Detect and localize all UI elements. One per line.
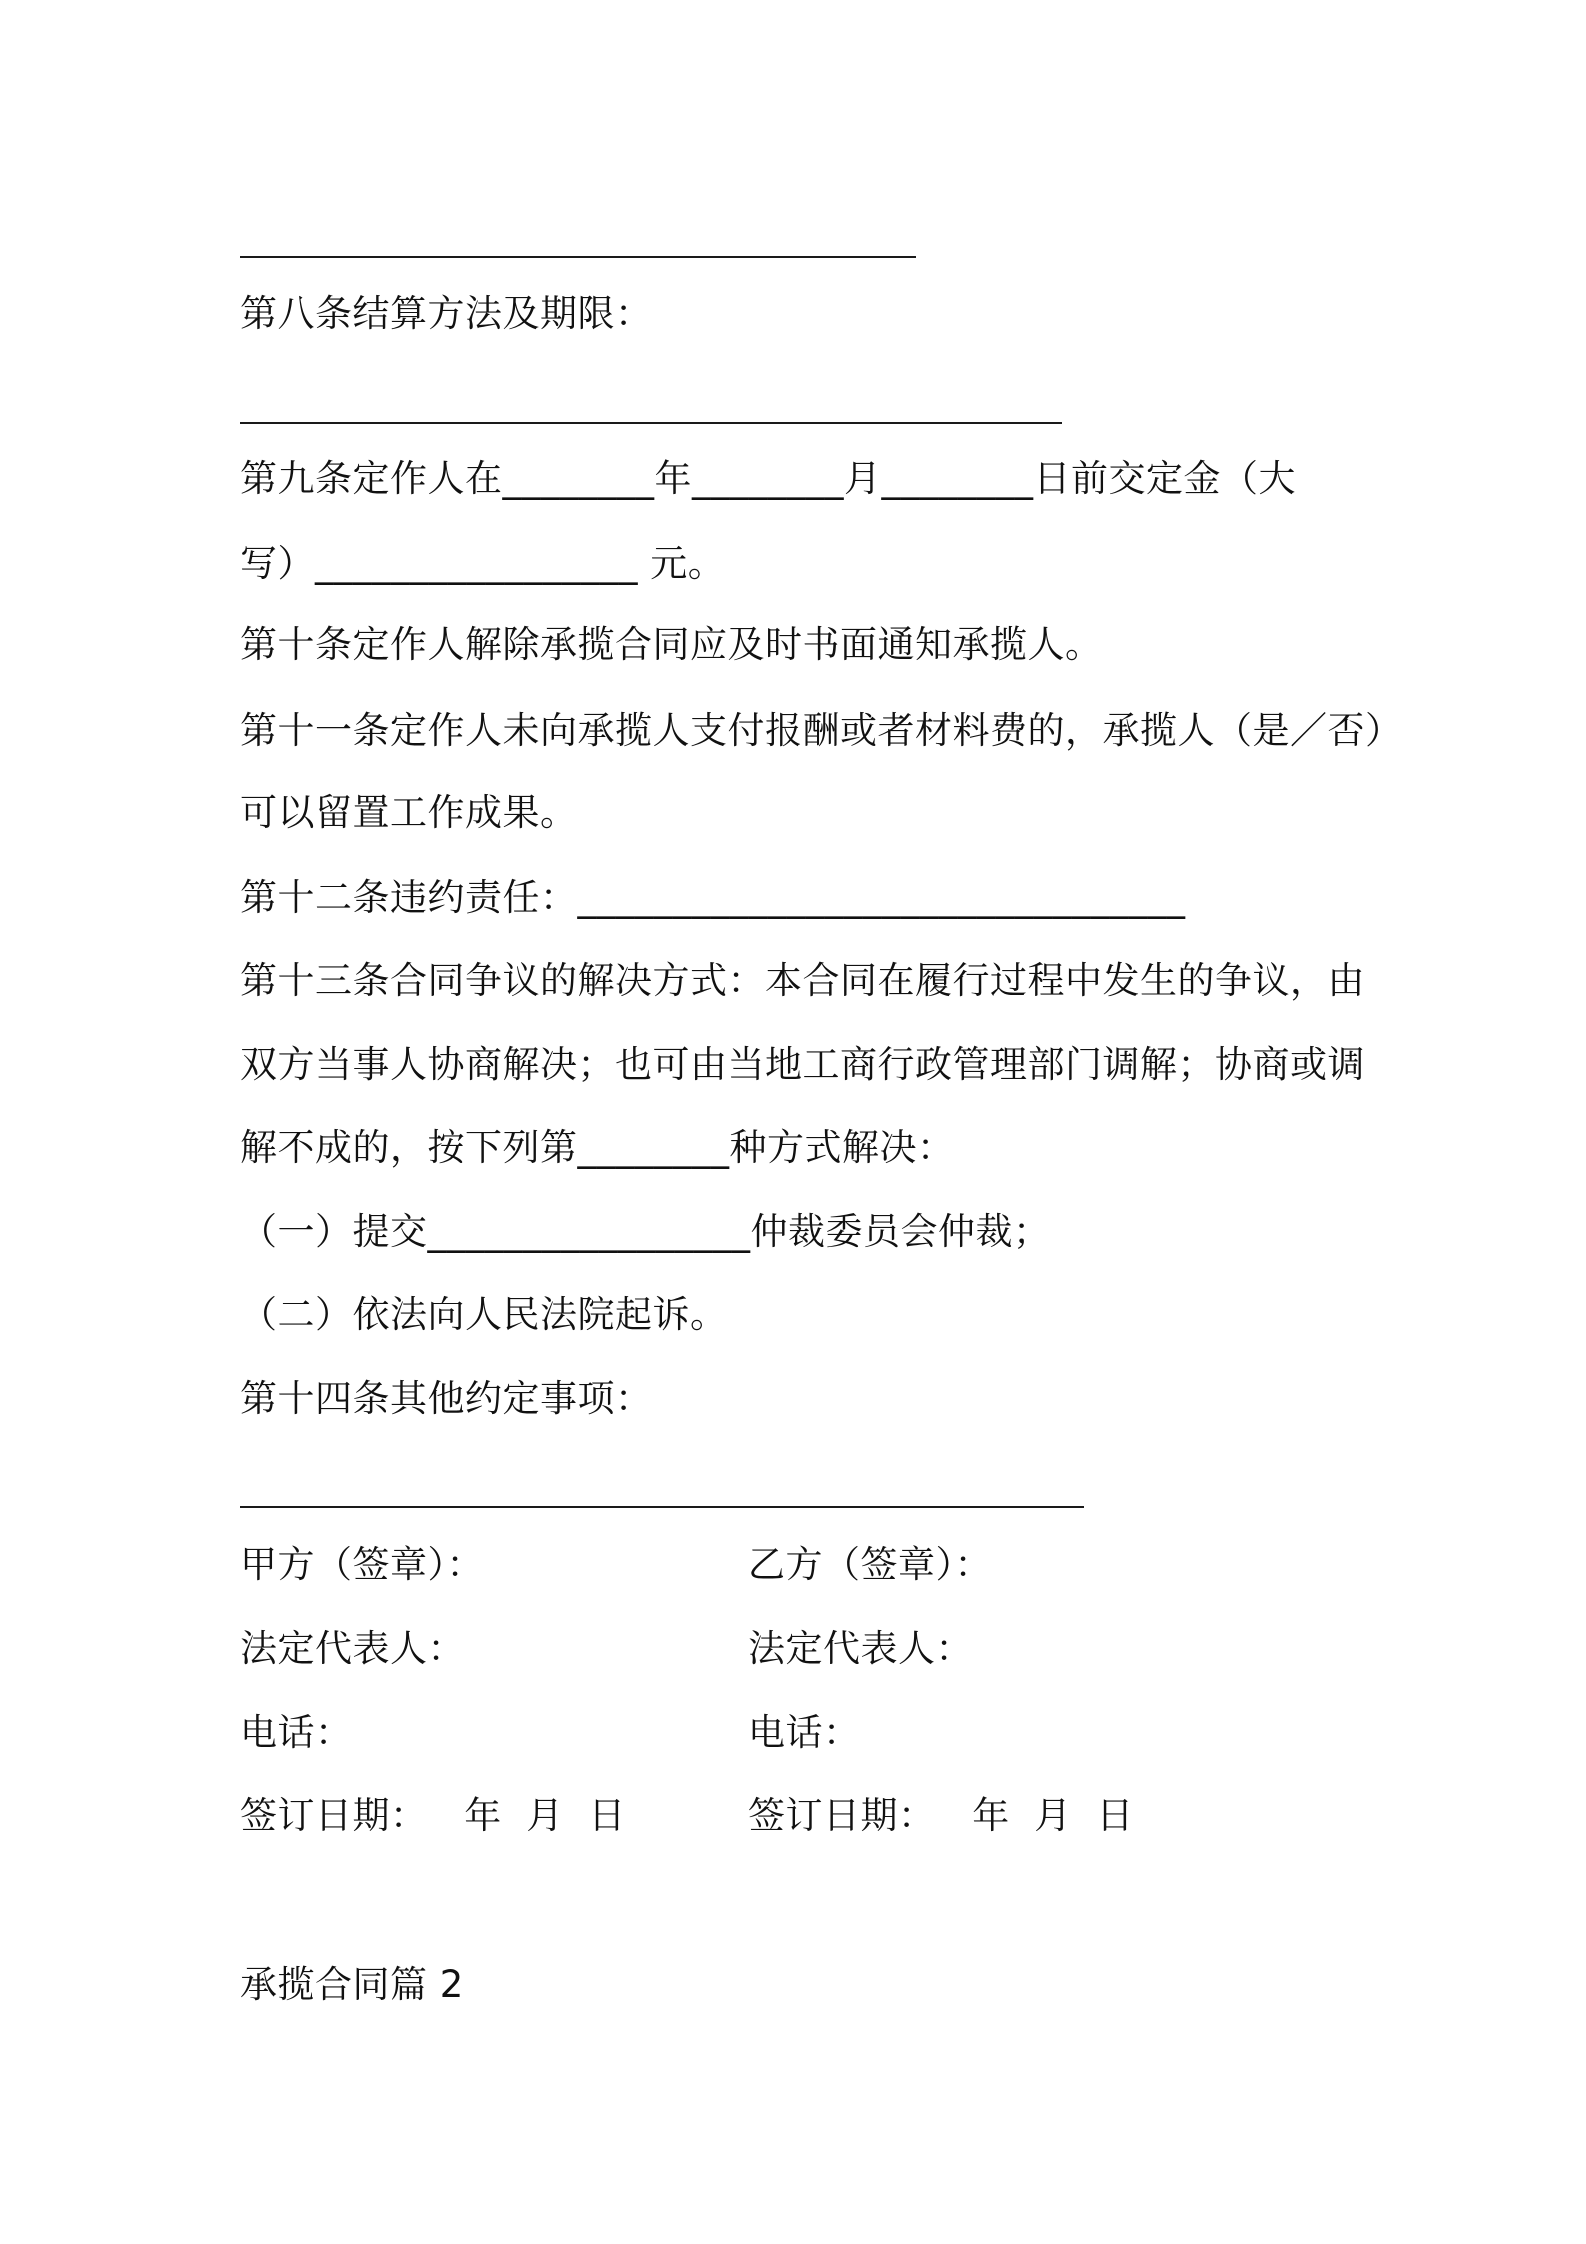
- article-9-line-1: 第九条定作人在________年________月________日前交定金（大: [240, 457, 1296, 500]
- blank-line: [240, 1506, 1084, 1508]
- article-14: 第十四条其他约定事项：: [240, 1377, 653, 1420]
- article-12: 第十二条违约责任：________________________________: [240, 876, 1186, 919]
- party-b-representative: 法定代表人：: [748, 1627, 973, 1670]
- party-a-phone: 电话：: [240, 1711, 353, 1754]
- article-8: 第八条结算方法及期限：: [240, 292, 653, 335]
- article-11-line-2: 可以留置工作成果。: [240, 791, 578, 834]
- dispute-option-2: （二）依法向人民法院起诉。: [240, 1293, 728, 1336]
- article-11-line-1: 第十一条定作人未向承揽人支付报酬或者材料费的，承揽人（是／否）: [240, 709, 1403, 752]
- dispute-option-1: （一）提交_________________仲裁委员会仲裁；: [240, 1210, 1051, 1253]
- article-10: 第十条定作人解除承揽合同应及时书面通知承揽人。: [240, 623, 1103, 666]
- party-a-representative: 法定代表人：: [240, 1627, 465, 1670]
- next-section-title: 承揽合同篇 2: [240, 1963, 464, 2006]
- party-a-date: 签订日期： 年 月 日: [240, 1794, 626, 1837]
- blank-line: [240, 422, 1062, 424]
- blank-line: [240, 256, 916, 258]
- party-b-date: 签订日期： 年 月 日: [748, 1794, 1134, 1837]
- party-b-seal: 乙方（签章）：: [748, 1543, 992, 1586]
- article-13-line-1: 第十三条合同争议的解决方式：本合同在履行过程中发生的争议，由: [240, 959, 1365, 1002]
- article-9-line-2: 写）_________________ 元。: [240, 542, 726, 585]
- party-b-phone: 电话：: [748, 1711, 861, 1754]
- article-13-line-3: 解不成的，按下列第________种方式解决：: [240, 1126, 955, 1169]
- party-a-seal: 甲方（签章）：: [240, 1543, 484, 1586]
- article-13-line-2: 双方当事人协商解决；也可由当地工商行政管理部门调解；协商或调: [240, 1043, 1365, 1086]
